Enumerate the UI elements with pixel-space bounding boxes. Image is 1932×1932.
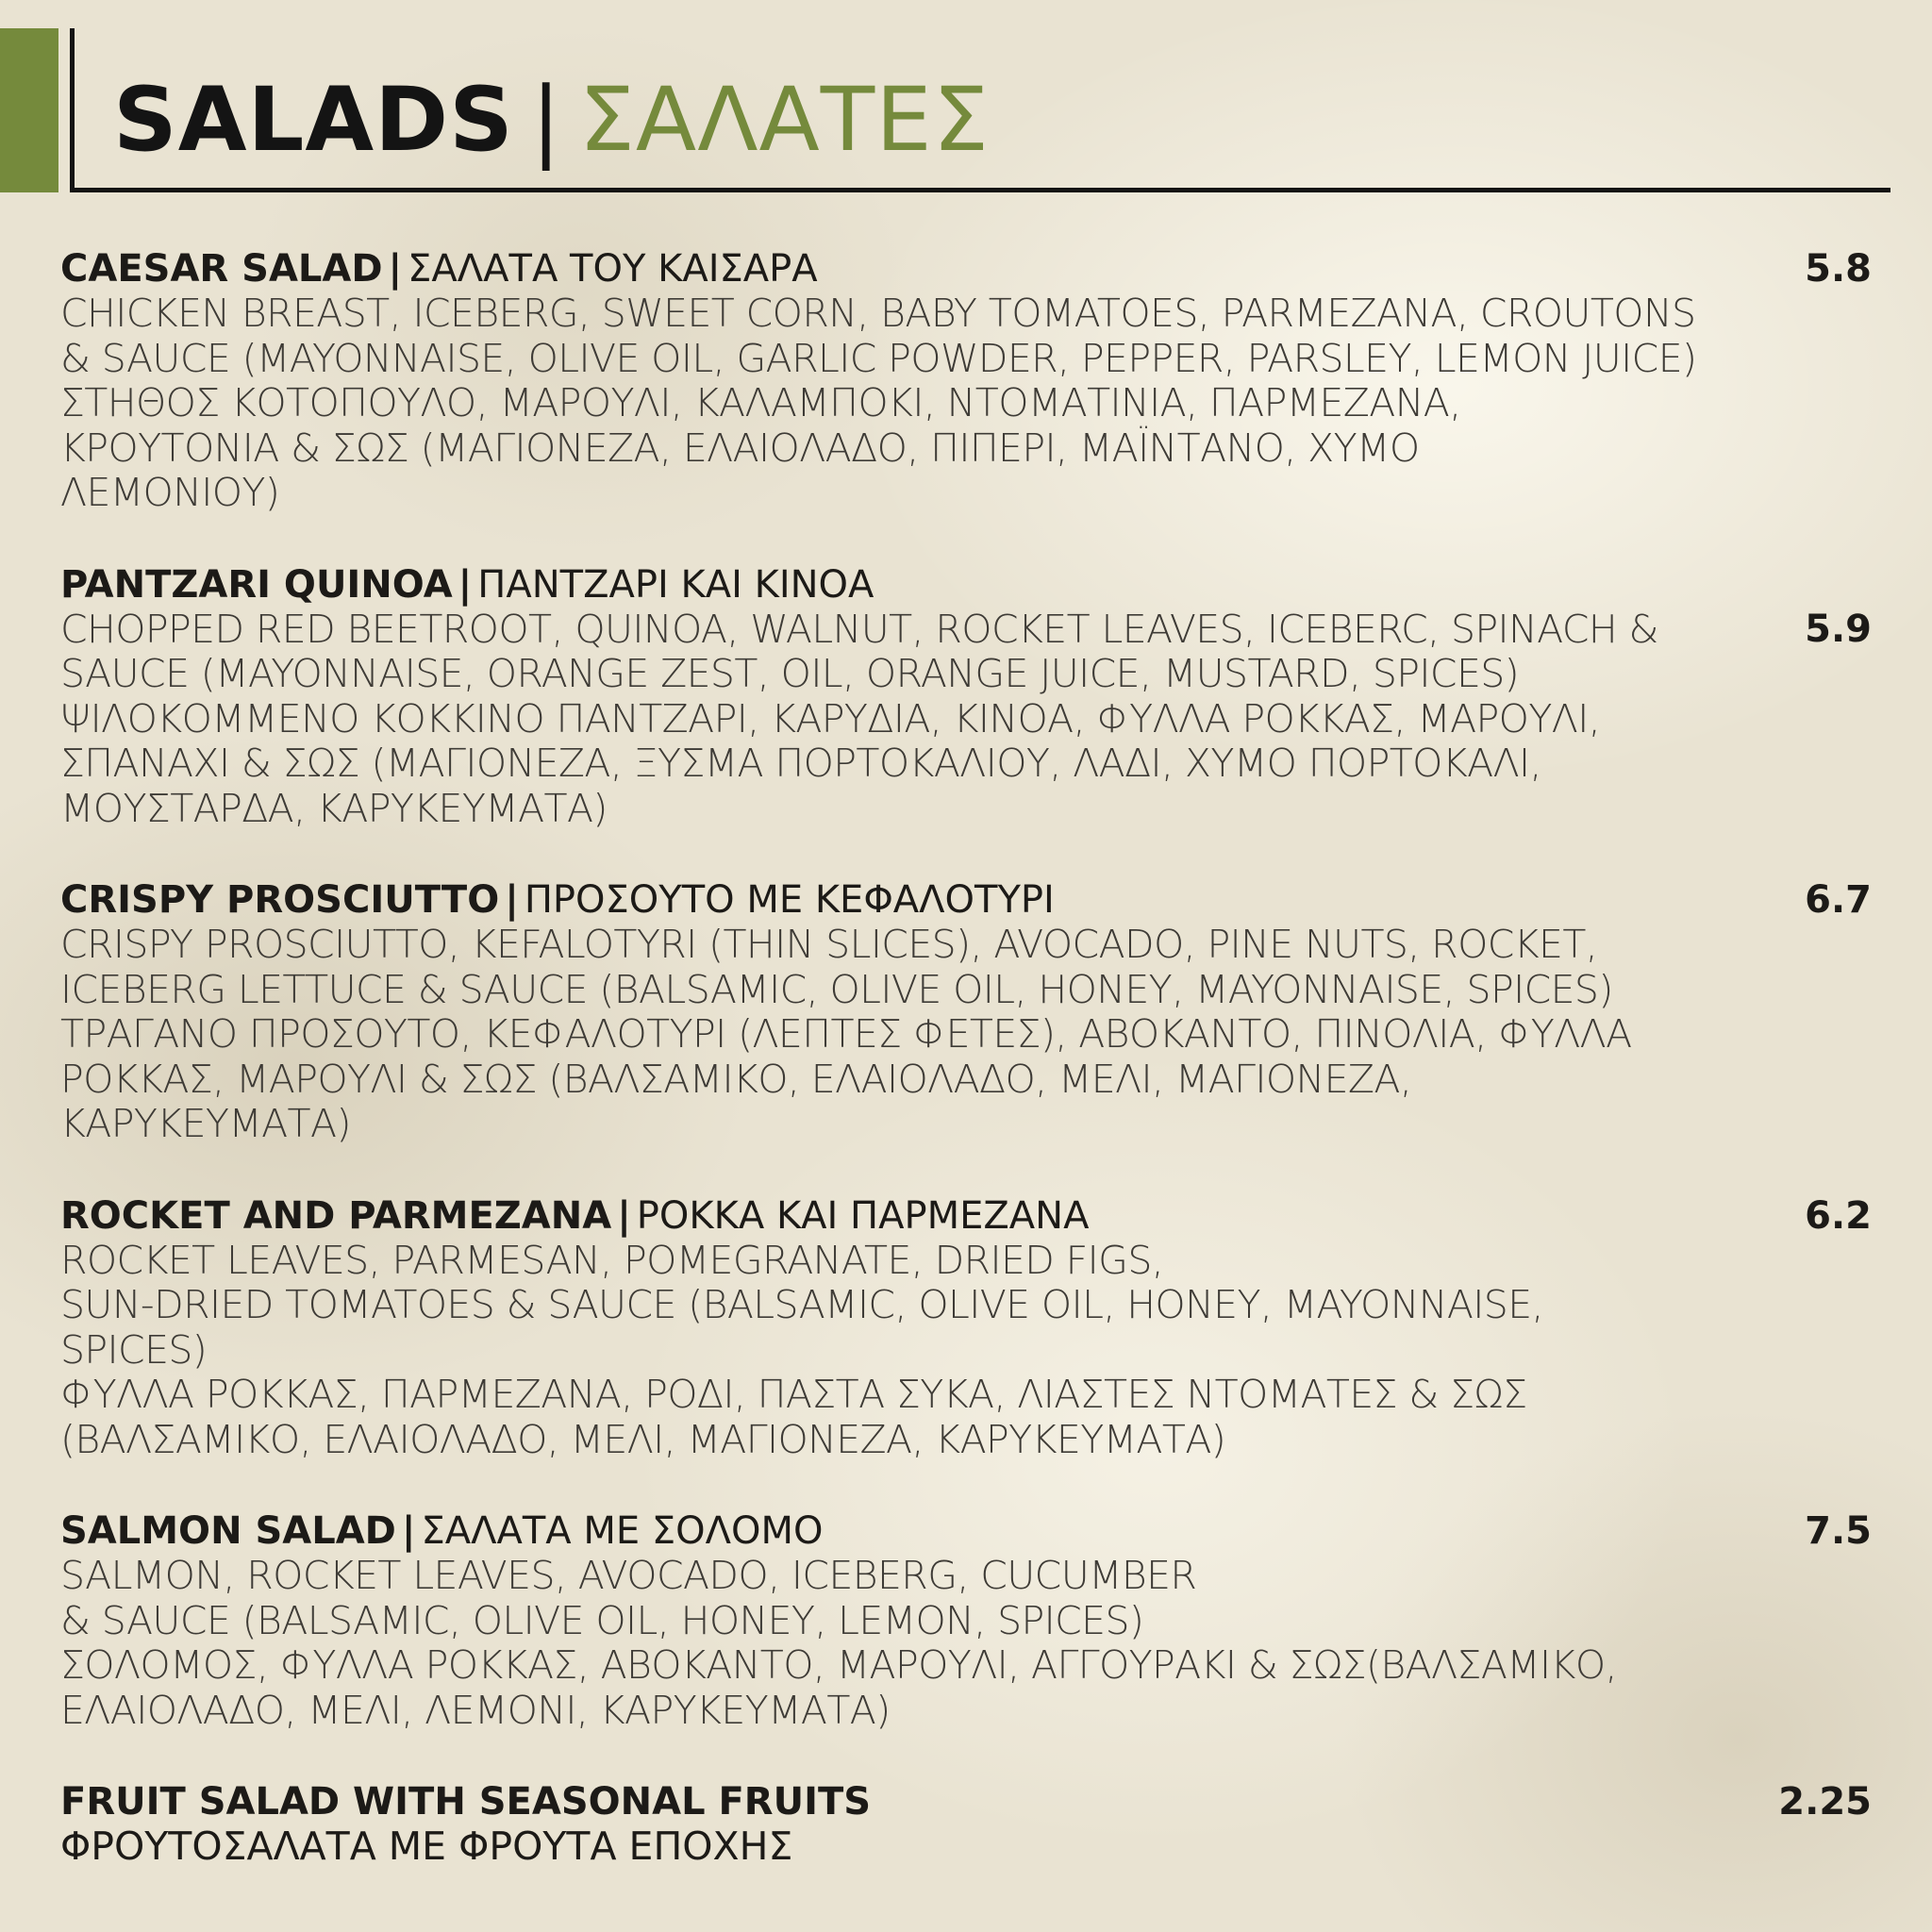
item-description-line: CRISPY PROSCIUTTO, KEFALOTYRI (THIN SLICES), AVOCADO, PINE NUTS, ROCKET, [60, 922, 1598, 967]
item-description-line: ΣΟΛΟΜΟΣ, ΦΥΛΛΑ ΡΟΚΚΑΣ, ΑΒΟΚΑΝΤΟ, ΜΑΡΟΥΛΙ, ΑΓΓΟΥΡΑΚΙ & ΣΩΣ(ΒΑΛΣΑΜΙΚΟ, [60, 1642, 1617, 1688]
item-description-line: ΣΤΗΘΟΣ ΚΟΤΟΠΟΥΛΟ, ΜΑΡΟΥΛΙ, ΚΑΛΑΜΠΟΚΙ, ΝΤΟΜΑΤΙΝΙΑ, ΠΑΡΜΕΖΑΝΑ, [60, 380, 1461, 425]
item-name-separator: | [458, 562, 473, 607]
menu-item-rocket-and-parmezana [60, 1194, 1872, 1463]
item-price: 2.25 [1778, 1780, 1872, 1824]
accent-bar [0, 28, 58, 192]
item-description-line: ROCKET LEAVES, PARMESAN, POMEGRANATE, DRIED FIGS, [60, 1237, 1164, 1283]
item-name-gr: ΣΑΛΑΤΑ ΤΟΥ ΚΑΙΣΑΡΑ [408, 247, 818, 291]
item-description-line: ΡΟΚΚΑΣ, ΜΑΡΟΥΛΙ & ΣΩΣ (ΒΑΛΣΑΜΙΚΟ, ΕΛΑΙΟΛΑΔΟ, ΜΕΛΙ, ΜΑΓΙΟΝΕΖΑ, [60, 1056, 1412, 1102]
page-title-separator: | [530, 69, 562, 172]
item-name-en: CAESAR SALAD [60, 247, 383, 291]
item-name [60, 1509, 1777, 1554]
item-name [60, 1780, 1777, 1824]
item-name-gr: ΣΑΛΑΤΑ ΜΕ ΣΟΛΟΜΟ [421, 1509, 824, 1553]
item-price: 5.8 [1805, 247, 1872, 291]
item-price: 6.2 [1805, 1193, 1872, 1238]
header-divider-vertical [70, 28, 75, 192]
item-description-line: SPICES) [60, 1326, 208, 1373]
item-description-line: ΦΥΛΛΑ ΡΟΚΚΑΣ, ΠΑΡΜΕΖΑΝΑ, ΡΟΔΙ, ΠΑΣΤΑ ΣΥΚΑ, ΛΙΑΣΤΕΣ ΝΤΟΜΑΤΕΣ & ΣΩΣ [60, 1372, 1527, 1417]
item-name-separator: | [505, 878, 519, 922]
item-description-line: ΤΡΑΓΑΝΟ ΠΡΟΣΟΥΤΟ, ΚΕΦΑΛΟΤΥΡΙ (ΛΕΠΤΕΣ ΦΕΤΕΣ), ΑΒΟΚΑΝΤΟ, ΠΙΝΟΛΙΑ, ΦΥΛΛΑ [60, 1011, 1632, 1057]
item-description-line: ICEBERG LETTUCE & SAUCE (BALSAMIC, OLIVE OIL, HONEY, MAYONNAISE, SPICES) [60, 966, 1613, 1012]
item-description-line: ΛΕΜΟΝΙΟΥ) [60, 470, 280, 515]
item-name-separator: | [388, 247, 403, 291]
item-name-en: PANTZARI QUINOA [60, 562, 453, 607]
item-description-line: CHOPPED RED BEETROOT, QUINOA, WALNUT, ROCKET LEAVES, ICEBERC, SPINACH & [60, 606, 1658, 652]
item-name-gr: ΦΡΟΥΤΟΣΑΛΑΤΑ ΜΕ ΦΡΟΥΤΑ ΕΠΟΧΗΣ [60, 1824, 793, 1869]
item-name-en: CRISPY PROSCIUTTO [60, 878, 500, 922]
item-name-en: SALMON SALAD [60, 1509, 396, 1553]
menu-item-caesar-salad [60, 247, 1872, 516]
item-name-gr: ΠΡΟΣΟΥΤΟ ΜΕ ΚΕΦΑΛΟΤΥΡΙ [524, 878, 1055, 922]
item-description-line: SAUCE (MAYONNAISE, ORANGE ZEST, OIL, ORANGE JUICE, MUSTARD, SPICES) [60, 651, 1520, 696]
item-name-en: ROCKET AND PARMEZANA [60, 1193, 612, 1238]
page-title-en: SALADS [113, 69, 514, 172]
item-description-line: ΜΟΥΣΤΑΡΔΑ, ΚΑΡΥΚΕΥΜΑΤΑ) [60, 785, 608, 831]
item-name [60, 563, 1777, 608]
item-description-line: ΣΠΑΝΑΧΙ & ΣΩΣ (ΜΑΓΙΟΝΕΖΑ, ΞΥΣΜΑ ΠΟΡΤΟΚΑΛΙΟΥ, ΛΑΔΙ, ΧΥΜΟ ΠΟΡΤΟΚΑΛΙ, [60, 741, 1541, 786]
item-description-line: & SAUCE (BALSAMIC, OLIVE OIL, HONEY, LEMON, SPICES) [60, 1597, 1144, 1643]
menu-item-fruit-salad [60, 1780, 1872, 1869]
item-name-gr: ΡΟΚΚΑ ΚΑΙ ΠΑΡΜΕΖΑΝΑ [636, 1193, 1090, 1238]
header-divider-horizontal [70, 188, 1890, 192]
item-description-line: ΚΑΡΥΚΕΥΜΑΤΑ) [60, 1101, 351, 1146]
item-description-line: (ΒΑΛΣΑΜΙΚΟ, ΕΛΑΙΟΛΑΔΟ, ΜΕΛΙ, ΜΑΓΙΟΝΕΖΑ, ΚΑΡΥΚΕΥΜΑΤΑ) [60, 1416, 1226, 1462]
item-name [60, 1194, 1777, 1239]
item-name-separator: | [617, 1193, 631, 1238]
item-description-line: ΨΙΛΟΚΟΜΜΕΝΟ ΚΟΚΚΙΝΟ ΠΑΝΤΖΑΡΙ, ΚΑΡΥΔΙΑ, ΚΙΝΟΑ, ΦΥΛΛΑ ΡΟΚΚΑΣ, ΜΑΡΟΥΛΙ, [60, 695, 1601, 741]
item-price: 5.9 [1805, 607, 1872, 651]
page-title-gr: ΣΑΛΑΤΕΣ [578, 69, 991, 172]
item-name-gr: ΠΑΝΤΖΑΡΙ ΚΑΙ ΚΙΝΟΑ [477, 562, 874, 607]
item-name [60, 247, 1777, 291]
item-name-en: FRUIT SALAD WITH SEASONAL FRUITS [60, 1780, 872, 1824]
item-description-line: & SAUCE (MAYONNAISE, OLIVE OIL, GARLIC POWDER, PEPPER, PARSLEY, LEMON JUICE) [60, 335, 1697, 381]
menu-item-pantzari-quinoa [60, 563, 1872, 832]
item-description-line: ΕΛΑΙΟΛΑΔΟ, ΜΕΛΙ, ΛΕΜΟΝΙ, ΚΑΡΥΚΕΥΜΑΤΑ) [60, 1687, 891, 1733]
page-title [113, 68, 990, 174]
item-description-line: CHICKEN BREAST, ICEBERG, SWEET CORN, BABY TOMATOES, PARMEZANA, CROUTONS [60, 291, 1696, 336]
menu-item-salmon-salad [60, 1509, 1872, 1733]
item-description-line: SALMON, ROCKET LEAVES, AVOCADO, ICEBERG, CUCUMBER [60, 1553, 1197, 1598]
item-name-separator: | [401, 1509, 416, 1553]
item-description-line: SUN-DRIED TOMATOES & SAUCE (BALSAMIC, OLIVE OIL, HONEY, MAYONNAISE, [60, 1282, 1543, 1327]
item-price: 6.7 [1805, 878, 1872, 922]
item-name [60, 878, 1777, 923]
menu-list [60, 247, 1872, 1916]
menu-item-crispy-prosciutto [60, 878, 1872, 1147]
item-price: 7.5 [1805, 1509, 1872, 1553]
item-description-line: ΚΡΟΥΤΟΝΙΑ & ΣΩΣ (ΜΑΓΙΟΝΕΖΑ, ΕΛΑΙΟΛΑΔΟ, ΠΙΠΕΡΙ, ΜΑΪΝΤΑΝΟ, ΧΥΜΟ [60, 425, 1420, 471]
